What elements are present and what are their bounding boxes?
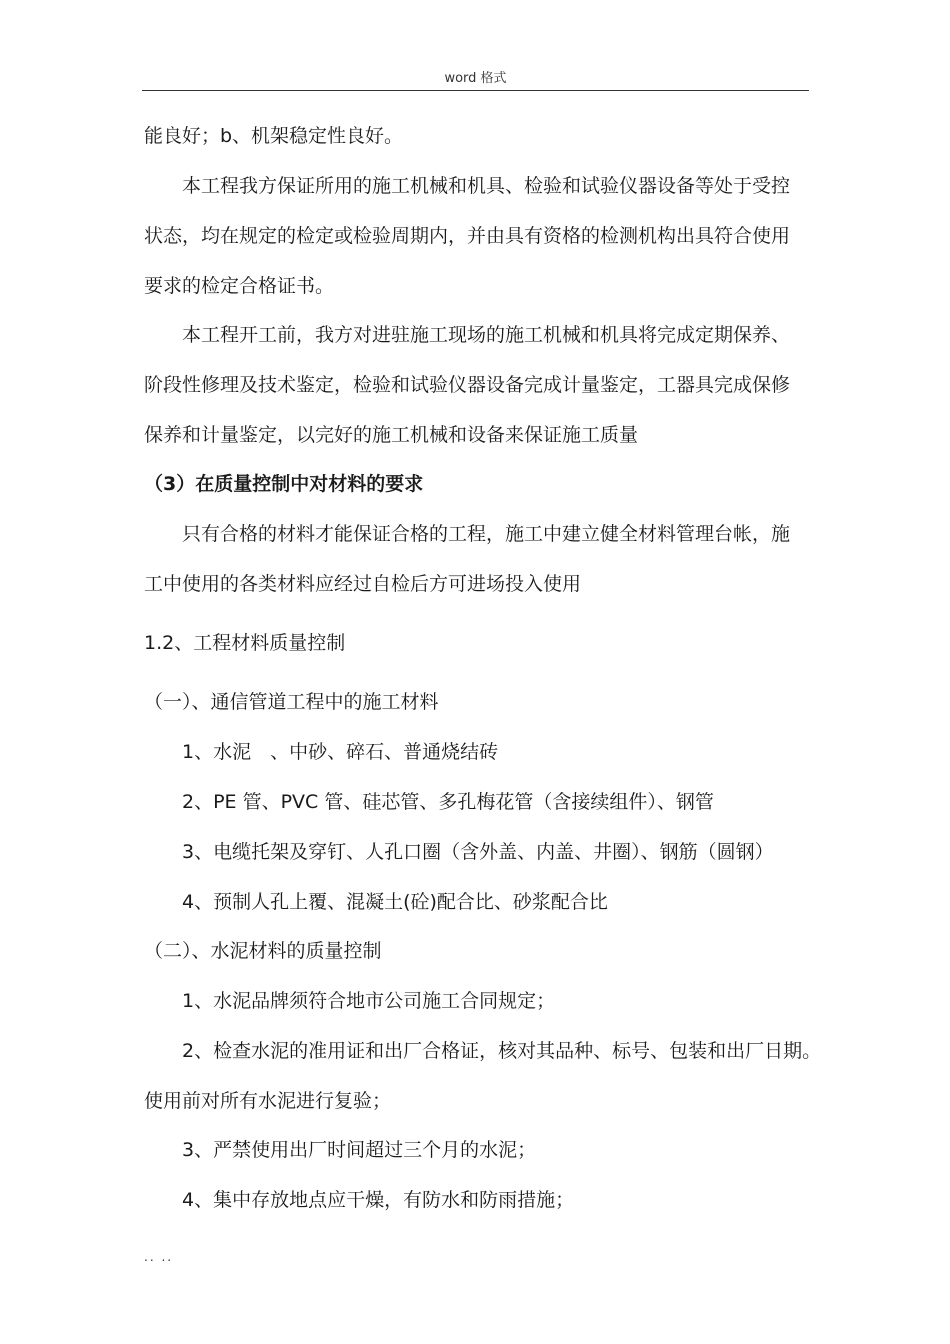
paragraph-line: 能良好；b、机架稳定性良好。 xyxy=(144,125,404,147)
subsection-heading: （二）、水泥材料的质量控制 xyxy=(144,940,382,962)
paragraph-line: 工中使用的各类材料应经过自检后方可进场投入使用 xyxy=(144,573,582,595)
list-item: 3、严禁使用出厂时间超过三个月的水泥； xyxy=(182,1139,537,1161)
paragraph-line: 状态，均在规定的检定或检验周期内，并由具有资格的检测机构出具符合使用 xyxy=(144,225,791,247)
page-header: word 格式 xyxy=(142,70,809,91)
list-item: 4、集中存放地点应干燥，有防水和防雨措施； xyxy=(182,1189,575,1211)
paragraph-line: 只有合格的材料才能保证合格的工程，施工中建立健全材料管理台帐，施 xyxy=(182,523,791,545)
paragraph-line: 本工程开工前，我方对进驻施工现场的施工机械和机具将完成定期保养、 xyxy=(182,324,791,346)
list-item: 2、检查水泥的准用证和出厂合格证，核对其品种、标号、包装和出厂日期。 xyxy=(182,1040,822,1062)
list-item-continuation: 使用前对所有水泥进行复验； xyxy=(144,1090,392,1112)
list-item: 3、电缆托架及穿钉、人孔口圈（含外盖、内盖、井圈）、钢筋（圆钢） xyxy=(182,841,774,863)
page-footer: .. .. xyxy=(144,1250,174,1264)
section-heading: 1.2、工程材料质量控制 xyxy=(144,632,346,654)
section-heading: （3）在质量控制中对材料的要求 xyxy=(144,473,424,495)
paragraph-line: 要求的检定合格证书。 xyxy=(144,275,335,297)
list-item: 2、PE 管、PVC 管、硅芯管、多孔梅花管（含接续组件）、钢管 xyxy=(182,791,714,813)
list-item: 1、水泥品牌须符合地市公司施工合同规定； xyxy=(182,990,556,1012)
paragraph-line: 本工程我方保证所用的施工机械和机具、检验和试验仪器设备等处于受控 xyxy=(182,175,791,197)
paragraph-line: 保养和计量鉴定，以完好的施工机械和设备来保证施工质量 xyxy=(144,424,639,446)
paragraph-line: 阶段性修理及技术鉴定，检验和试验仪器设备完成计量鉴定，工器具完成保修 xyxy=(144,374,791,396)
list-item: 4、预制人孔上覆、混凝土(砼)配合比、砂浆配合比 xyxy=(182,891,608,913)
list-item: 1、水泥 、中砂、碎石、普通烧结砖 xyxy=(182,741,499,763)
subsection-heading: （一）、通信管道工程中的施工材料 xyxy=(144,691,439,713)
